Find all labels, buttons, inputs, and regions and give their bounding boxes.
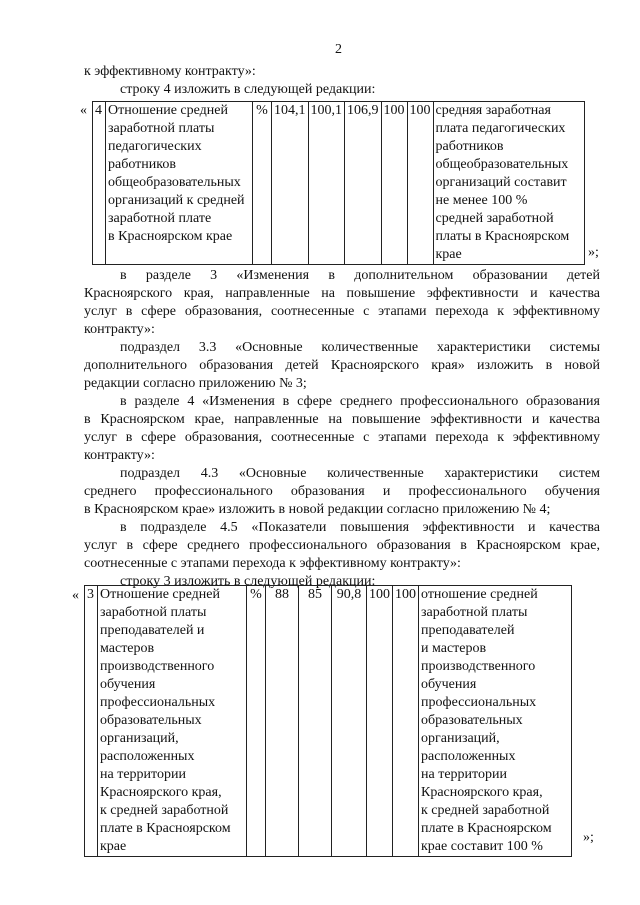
paragraph	[84, 393, 600, 465]
paragraph	[84, 465, 600, 519]
paragraph-line: услуг в сфере образования, соотнесенные с этапами перехода к эффективному	[84, 304, 600, 319]
paragraph	[84, 267, 600, 339]
row-value: 100,1	[308, 102, 345, 265]
paragraph	[84, 519, 600, 573]
row-number: 4	[93, 102, 106, 265]
paragraph-line: в Красноярском крае» изложить в новой редакции согласно приложению № 4;	[84, 502, 551, 517]
paragraph	[84, 339, 600, 393]
row-result: средняя заработная плата педагогических работников общеобразовательных организаций составит не менее 100 % средней заработной платы в Красноярском крае	[433, 102, 584, 265]
intro-line: строку 4 изложить в следующей редакции:	[120, 82, 376, 97]
paragraph-line: соотнесенные с этапами перехода к эффективному контракту»:	[84, 556, 461, 571]
row-value: 100	[393, 586, 419, 857]
table-row-4	[92, 101, 585, 265]
paragraph-line: услуг в сфере среднего профессионального образования в Красноярском крае,	[84, 538, 600, 553]
paragraph-line: подраздел 4.3 «Основные количественные характеристики систем	[120, 466, 600, 481]
row-value: 100	[367, 586, 393, 857]
row-description: Отношение средней заработной платы преподавателей и мастеров производственного обучения профессиональных образовательных организаций, расположенных на территории Красноярского края, к средней заработной плате в Красноярском крае	[98, 586, 247, 857]
paragraph-line: услуг в сфере образования, соотнесенные с этапами перехода к эффективному	[84, 430, 600, 445]
row-value: 85	[299, 586, 332, 857]
close-quote: »;	[583, 830, 594, 845]
paragraph-line: в подразделе 4.5 «Показатели повышения эффективности и качества	[120, 520, 600, 535]
paragraph-line: Красноярского края, направленные на повышение эффективности и качества	[84, 286, 600, 301]
row-number: 3	[85, 586, 98, 857]
row-value: 90,8	[332, 586, 367, 857]
row-unit: %	[247, 586, 266, 857]
row-value: 100	[381, 102, 407, 265]
paragraph-line: редакции согласно приложению № 3;	[84, 376, 307, 391]
page-number: 2	[335, 42, 342, 57]
row-result: отношение средней заработной платы преподавателей и мастеров производственного обучения профессиональных образовательных организаций, расположенных на территории Красноярского края, к средней заработной плате в Красноярском крае составит 100 %	[419, 586, 572, 857]
row-value: 100	[407, 102, 433, 265]
paragraph-line: в разделе 3 «Изменения в дополнительном образовании детей	[120, 268, 600, 283]
paragraph-line: среднего профессионального образования и профессионального обучения	[84, 484, 600, 499]
row-description: Отношение средней заработной платы педагогических работников общеобразовательных организаций к средней заработной плате в Красноярском крае	[106, 102, 253, 265]
open-quote: «	[72, 588, 79, 603]
open-quote: «	[80, 103, 87, 118]
paragraph-line: в разделе 4 «Изменения в сфере среднего профессионального образования	[120, 394, 600, 409]
intro-line: строку 3 изложить в следующей редакции:	[120, 574, 376, 589]
paragraph-line: контракту»:	[84, 322, 155, 337]
paragraph-line: контракту»:	[84, 448, 155, 463]
table-row-3	[84, 585, 572, 857]
close-quote: »;	[588, 245, 599, 260]
paragraph-line: в Красноярском крае, направленные на повышение эффективности и качества	[84, 412, 600, 427]
paragraph-line: подраздел 3.3 «Основные количественные характеристики системы	[120, 340, 600, 355]
row-value: 106,9	[345, 102, 382, 265]
intro-line: к эффективному контракту»:	[84, 64, 256, 79]
row-unit: %	[253, 102, 272, 265]
paragraph-line: дополнительного образования детей Красноярского края» изложить в новой	[84, 358, 600, 373]
row-value: 104,1	[272, 102, 309, 265]
row-value: 88	[266, 586, 299, 857]
